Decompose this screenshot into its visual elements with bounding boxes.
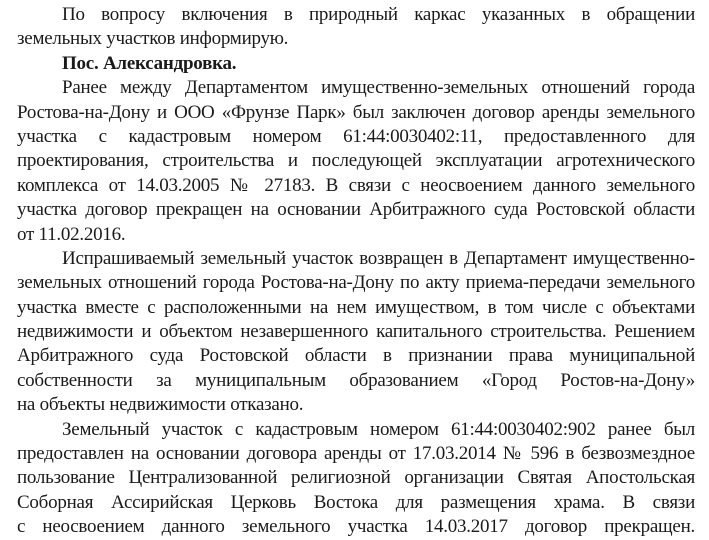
text-line: Ростова-на-Дону и ООО «Фрунзе Парк» был заключен договор аренды земельного	[17, 101, 695, 123]
text-line: участка вместе с расположенными на нем имуществом, в том числе с объектами	[17, 296, 695, 318]
text-line: с неосвоением данного земельного участка 14.03.2017 договор прекращен.	[17, 516, 695, 538]
text-line: проектирования, строительства и последующей эксплуатации агротехнического	[17, 150, 695, 172]
paragraph-lease-history	[17, 76, 695, 247]
text-line: Испрашиваемый земельный участок возвращен в Департамент имущественно-	[62, 247, 695, 269]
section-heading: Пос. Александровка.	[62, 52, 237, 74]
paragraph-second-plot	[17, 418, 695, 540]
text-line: Соборная Ассирийская Церковь Востока для размещения храма. В связи	[17, 491, 695, 513]
text-line: собственности за муниципальным образованием «Город Ростов-на-Дону»	[17, 369, 695, 391]
text-line: участка договор прекращен на основании Арбитражного суда Ростовской области	[17, 199, 695, 221]
text-line: земельных отношений города Ростова-на-Дону по акту приема-передачи земельного	[17, 272, 695, 294]
text-line: на объекты недвижимости отказано.	[17, 394, 304, 416]
text-line: участка с кадастровым номером 61:44:0030402:11, предоставленного для	[17, 125, 695, 147]
text-line: комплекса от 14.03.2005 № 27183. В связи с неосвоением данного земельного	[17, 174, 695, 196]
paragraph-plot-returned	[17, 247, 695, 418]
text-line: пользование Централизованной религиозной организации Святая Апостольская	[17, 467, 695, 489]
text-line: земельных участков информирую.	[17, 28, 289, 50]
text-line: Ранее между Департаментом имущественно-земельных отношений города	[62, 77, 695, 99]
text-line: предоставлен на основании договора аренды от 17.03.2014 № 596 в безвозмездное	[17, 443, 695, 465]
paragraph-intro	[17, 3, 695, 52]
text-line: Арбитражного суда Ростовской области в признании права муниципальной	[17, 345, 695, 367]
text-line: недвижимости и объектом незавершенного капитального строительства. Решением	[17, 321, 695, 343]
text-line: По вопросу включения в природный каркас указанных в обращении	[62, 4, 695, 25]
text-line: Земельный участок с кадастровым номером 61:44:0030402:902 ранее был	[62, 418, 695, 440]
text-line: от 11.02.2016.	[17, 223, 126, 245]
